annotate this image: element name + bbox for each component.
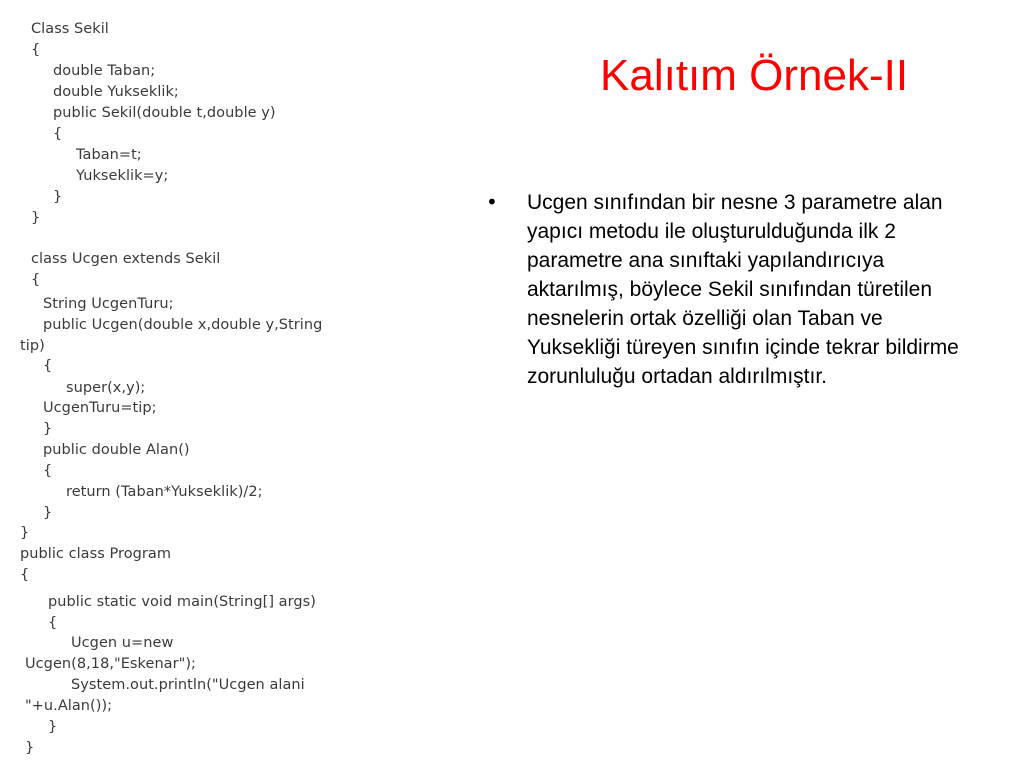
code-line: UcgenTuru=tip; xyxy=(43,400,157,416)
code-line: Ucgen(8,18,"Eskenar"); xyxy=(25,656,196,672)
bullet-text: Ucgen sınıfından bir nesne 3 parametre alan yapıcı metodu ile oluşturulduğunda ilk 2 parametre ana sınıftaki yapılandırıcıya aktarılmış, böylece Sekil sınıfından türetilen nesnelerin ortak özelliği olan Taban ve Yuksekliği türeyen sınıfın içinde tekrar bildirme zorunluluğu ortadan aldırılmıştır. xyxy=(527,191,959,388)
code-line: } xyxy=(48,719,58,735)
code-line: Class Sekil xyxy=(31,21,109,37)
code-line: } xyxy=(25,740,35,756)
code-line: return (Taban*Yukseklik)/2; xyxy=(66,484,263,500)
code-line: Yukseklik=y; xyxy=(76,168,169,184)
code-line: Ucgen u=new xyxy=(71,635,174,651)
code-line: } xyxy=(43,421,53,437)
code-line: public Ucgen(double x,double y,String xyxy=(43,317,323,333)
code-line: public double Alan() xyxy=(43,442,190,458)
code-line: { xyxy=(31,272,41,288)
code-line: double Yukseklik; xyxy=(53,84,179,100)
bullet-item xyxy=(486,188,972,391)
code-line: { xyxy=(43,358,53,374)
code-line: Taban=t; xyxy=(76,147,142,163)
bullet-marker: • xyxy=(486,190,498,214)
code-line: public class Program xyxy=(20,546,172,562)
code-line: { xyxy=(48,615,58,631)
code-line: { xyxy=(20,567,30,583)
code-line: super(x,y); xyxy=(66,380,146,396)
code-line: } xyxy=(53,189,63,205)
code-line: "+u.Alan()); xyxy=(25,698,113,714)
bullet-list xyxy=(486,188,972,391)
code-line: { xyxy=(31,42,41,58)
code-line: public Sekil(double t,double y) xyxy=(53,105,276,121)
code-line: { xyxy=(43,463,53,479)
code-line: class Ucgen extends Sekil xyxy=(31,251,221,267)
code-line: } xyxy=(31,210,41,226)
code-image xyxy=(0,0,370,768)
code-line: tip) xyxy=(20,338,45,354)
code-line: double Taban; xyxy=(53,63,156,79)
slide-title: Kalıtım Örnek-II xyxy=(600,51,909,100)
code-line: String UcgenTuru; xyxy=(43,296,174,312)
code-line: { xyxy=(53,126,63,142)
code-line: } xyxy=(20,525,30,541)
code-line: public static void main(String[] args) xyxy=(48,594,316,610)
code-line: } xyxy=(43,505,53,521)
code-line: System.out.println("Ucgen alani xyxy=(71,677,305,693)
